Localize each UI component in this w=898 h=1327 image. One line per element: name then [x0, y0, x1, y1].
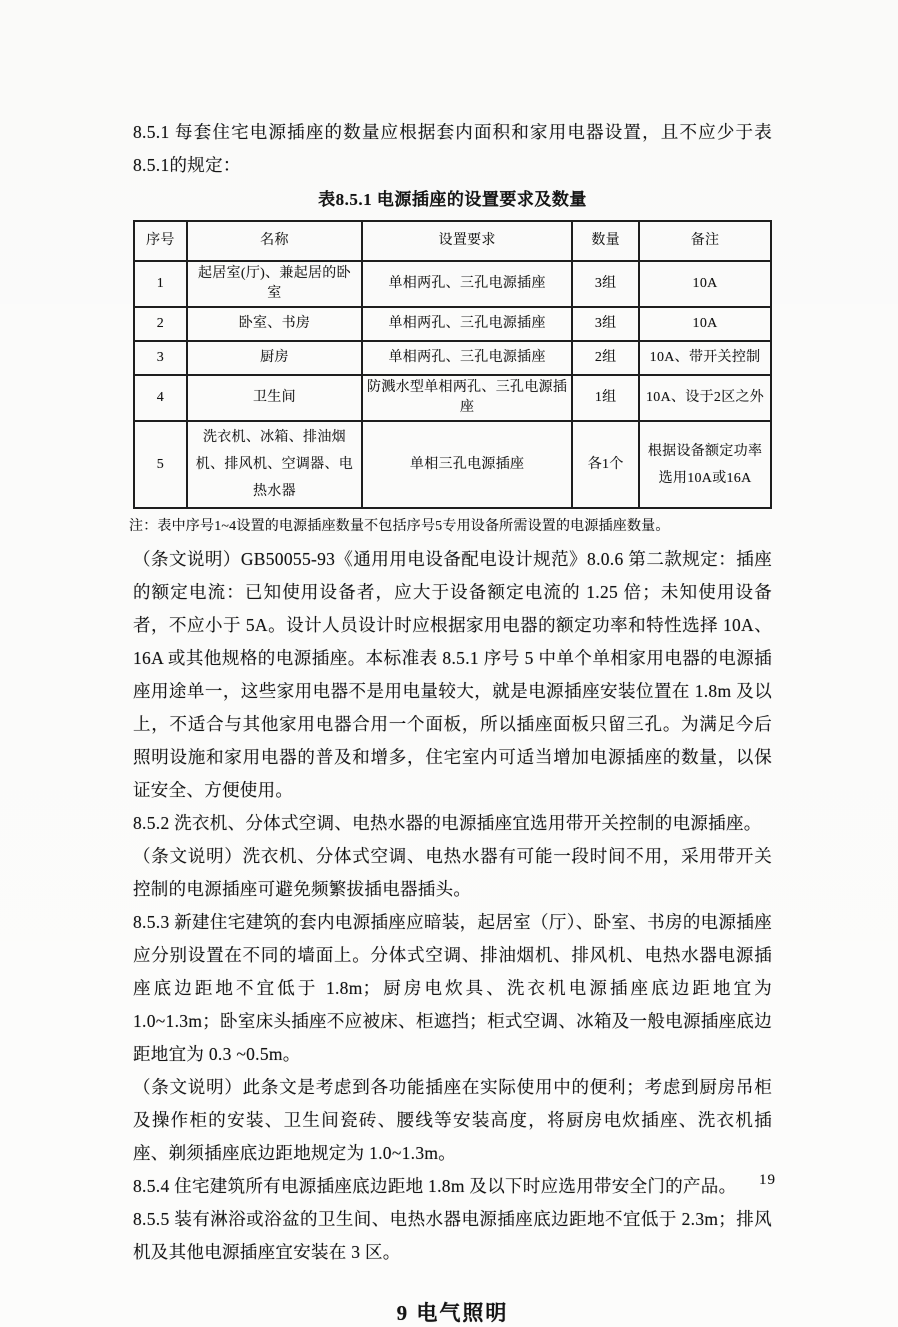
cell-index: 1: [134, 261, 187, 307]
cell-name: 起居室(厅)、兼起居的卧室: [187, 261, 362, 307]
cell-remark: 10A: [639, 261, 771, 307]
clause-8-5-2-explanation: （条文说明）洗衣机、分体式空调、电热水器有可能一段时间不用，采用带开关控制的电源插座可避免频繁拔插电器插头。: [133, 846, 772, 899]
clause-8-5-3: 8.5.3 新建住宅建筑的套内电源插座应暗装，起居室（厅）、卧室、书房的电源插座应分别设置在不同的墙面上。分体式空调、排油烟机、排风机、电热水器电源插座底边距地不宜低于 1.8m；厨房电炊具、洗衣机电源插座底边距地宜为 1.0~1.3m；卧室床头插座不应被床、柜遮挡；柜式空调、冰箱及一般电源插座底边距地宜为 0.3 ~0.5m。: [133, 912, 772, 1064]
clause-8-5-1: 8.5.1 每套住宅电源插座的数量应根据套内面积和家用电器设置，且不应少于表8.5.1的规定：: [133, 122, 772, 175]
col-header-quantity: 数量: [572, 221, 639, 261]
cell-name: 卫生间: [187, 375, 362, 421]
table-row: [134, 421, 771, 508]
table-row: [134, 261, 771, 307]
table-header-row: [134, 221, 771, 261]
cell-quantity: 3组: [572, 261, 639, 307]
col-header-remark: 备注: [639, 221, 771, 261]
clause-8-5-3-explanation: （条文说明）此条文是考虑到各功能插座在实际使用中的便利；考虑到厨房吊柜及操作柜的安装、卫生间瓷砖、腰线等安装高度，将厨房电炊插座、洗衣机插座、剃须插座底边距地规定为 1.0~1.3m。: [133, 1077, 772, 1163]
col-header-name: 名称: [187, 221, 362, 261]
chapter-heading: 9 电气照明: [396, 1301, 509, 1325]
cell-remark: 根据设备额定功率选用10A或16A: [639, 421, 771, 508]
cell-quantity: 各1个: [572, 421, 639, 508]
cell-quantity: 3组: [572, 307, 639, 341]
cell-index: 4: [134, 375, 187, 421]
cell-quantity: 1组: [572, 375, 639, 421]
clause-8-5-1-explanation: （条文说明）GB50055-93《通用用电设备配电设计规范》8.0.6 第二款规定：插座的额定电流：已知使用设备者，应大于设备额定电流的 1.25 倍；未知使用设备者，不应小于 5A。设计人员设计时应根据家用电器的额定功率和特性选择 10A、16A 或其他规格的电源插座。本标准表 8.5.1 序号 5 中单个单相家用电器的电源插座用途单一，这些家用电器不是用电量较大，就是电源插座安装位置在 1.8m 及以上，不适合与其他家用电器合用一个面板，所以插座面板只留三孔。为满足今后照明设施和家用电器的普及和增多，住宅室内可适当增加电源插座的数量，以保证安全、方便使用。: [133, 549, 772, 800]
cell-index: 3: [134, 341, 187, 375]
cell-remark: 10A: [639, 307, 771, 341]
cell-requirement: 单相两孔、三孔电源插座: [362, 341, 572, 375]
cell-requirement: 单相两孔、三孔电源插座: [362, 261, 572, 307]
cell-requirement: 防溅水型单相两孔、三孔电源插座: [362, 375, 572, 421]
cell-requirement: 单相三孔电源插座: [362, 421, 572, 508]
cell-name: 厨房: [187, 341, 362, 375]
col-header-index: 序号: [134, 221, 187, 261]
table-row: [134, 307, 771, 341]
table-row: [134, 341, 771, 375]
cell-quantity: 2组: [572, 341, 639, 375]
cell-name: 卧室、书房: [187, 307, 362, 341]
cell-remark: 10A、设于2区之外: [639, 375, 771, 421]
cell-index: 2: [134, 307, 187, 341]
clause-8-5-5: 8.5.5 装有淋浴或浴盆的卫生间、电热水器电源插座底边距地不宜低于 2.3m；排风机及其他电源插座宜安装在 3 区。: [133, 1209, 772, 1262]
page-number: 19: [759, 1172, 776, 1188]
col-header-requirement: 设置要求: [362, 221, 572, 261]
table-note: 注：表中序号1~4设置的电源插座数量不包括序号5专用设备所需设置的电源插座数量。: [129, 519, 670, 534]
cell-requirement: 单相两孔、三孔电源插座: [362, 307, 572, 341]
table-title: 表8.5.1 电源插座的设置要求及数量: [318, 190, 587, 209]
clause-8-5-2: 8.5.2 洗衣机、分体式空调、电热水器的电源插座宜选用带开关控制的电源插座。: [133, 813, 762, 833]
table-row: [134, 375, 771, 421]
outlet-requirements-table: [133, 220, 772, 509]
cell-name: 洗衣机、冰箱、排油烟机、排风机、空调器、电热水器: [187, 421, 362, 508]
cell-index: 5: [134, 421, 187, 508]
clause-8-5-4: 8.5.4 住宅建筑所有电源插座底边距地 1.8m 及以下时应选用带安全门的产品。: [133, 1176, 737, 1196]
cell-remark: 10A、带开关控制: [639, 341, 771, 375]
